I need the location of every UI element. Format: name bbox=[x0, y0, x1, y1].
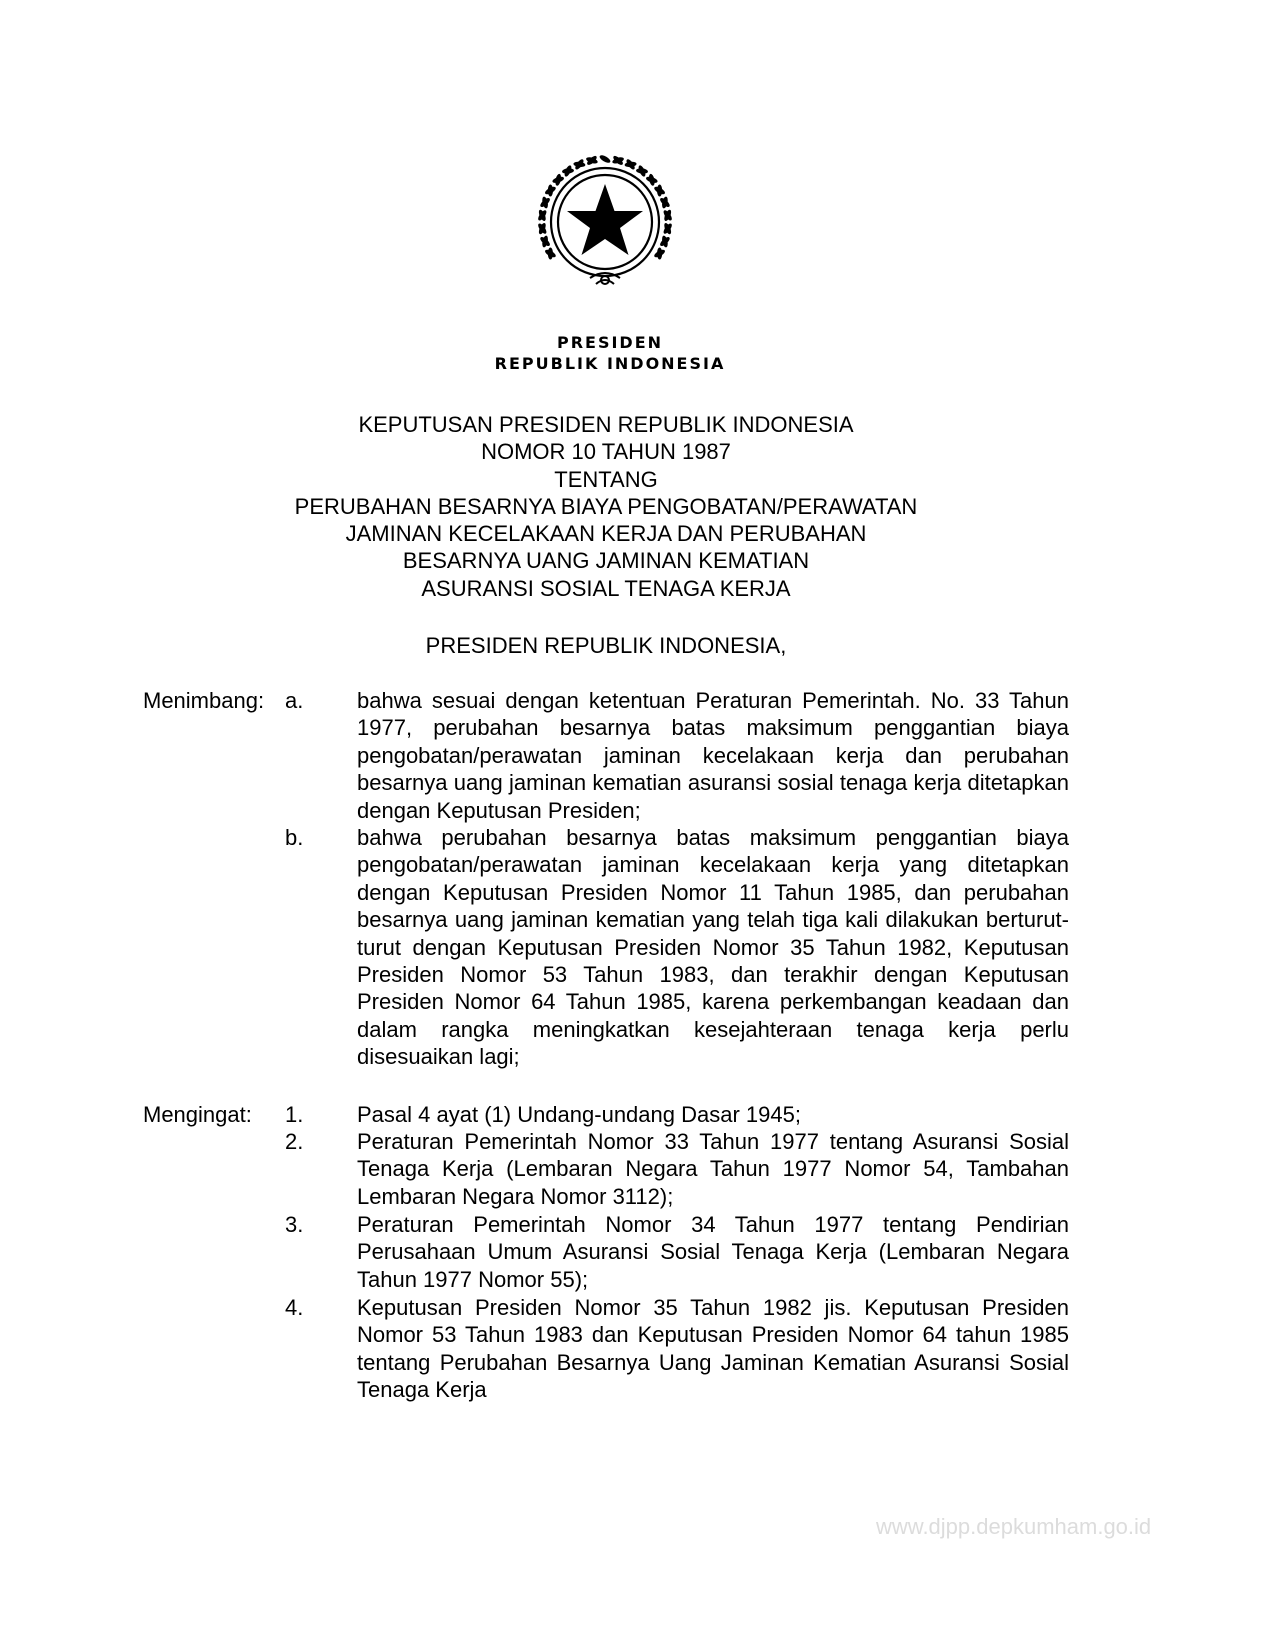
document-title bbox=[0, 411, 1212, 602]
title-line: NOMOR 10 TAHUN 1987 bbox=[481, 439, 731, 465]
legal-basis-item: Keputusan Presiden Nomor 35 Tahun 1982 jis. Keputusan Presiden Nomor 53 Tahun 1983 dan Keputusan Presiden Nomor 64 tahun 1985 tentang Perubahan Besarnya Uang Jaminan Kematian Asuransi Sosial Tenaga Kerja bbox=[357, 1295, 1069, 1403]
title-line: BESARNYA UANG JAMINAN KEMATIAN bbox=[402, 548, 810, 574]
presiden-heading: PRESIDEN REPUBLIK INDONESIA, bbox=[425, 633, 787, 658]
legal-basis-item: Pasal 4 ayat (1) Undang-undang Dasar 1945; bbox=[357, 1102, 801, 1127]
title-line: TENTANG bbox=[554, 466, 658, 492]
title-line: JAMINAN KECELAKAAN KERJA DAN PERUBAHAN bbox=[345, 521, 867, 547]
list-marker: 1. bbox=[285, 1102, 304, 1127]
title-line: PERUBAHAN BESARNYA BIAYA PENGOBATAN/PERAWATAN bbox=[294, 493, 918, 519]
title-line: ASURANSI SOSIAL TENAGA KERJA bbox=[421, 575, 791, 601]
title-line: KEPUTUSAN PRESIDEN REPUBLIK INDONESIA bbox=[358, 412, 854, 437]
presidential-seal-icon bbox=[530, 150, 680, 300]
mengingat-label: Mengingat: bbox=[143, 1102, 252, 1127]
list-marker: 4. bbox=[285, 1295, 304, 1320]
list-marker: 3. bbox=[285, 1212, 304, 1237]
legal-basis-item: Peraturan Pemerintah Nomor 33 Tahun 1977 tentang Asuransi Sosial Tenaga Kerja (Lembaran Negara Tahun 1977 Nomor 54, Tambahan Lembaran Negara Nomor 3112); bbox=[357, 1129, 1069, 1209]
wreath-leaf bbox=[548, 185, 553, 197]
consideration-paragraph: bahwa perubahan besarnya batas maksimum penggantian biaya pengobatan/perawatan jaminan kecelakaan kerja yang ditetapkan dengan Keputusan Presiden Nomor 11 Tahun 1985, dan perubahan besarnya uang jaminan kematian yang telah tiga kali dilakukan berturut-turut dengan Keputusan Presiden Nomor 35 Tahun 1982, Keputusan Presiden Nomor 53 Tahun 1983, dan terakhir dengan Keputusan Presiden Nomor 64 Tahun 1985, karena perkembangan keadaan dan dalam rangka meningkatkan kesejahteraan tenaga kerja perlu disesuaikan lagi; bbox=[357, 825, 1069, 1070]
legal-basis-item: Peraturan Pemerintah Nomor 34 Tahun 1977 tentang Pendirian Perusahaan Umum Asuransi Sosial Tenaga Kerja (Lembaran Negara Tahun 1977 Nomor 55); bbox=[357, 1212, 1069, 1292]
watermark: www.djpp.depkumham.go.id bbox=[876, 1514, 1152, 1539]
menimbang-label: Menimbang: bbox=[143, 688, 265, 713]
wreath-leaf bbox=[599, 154, 612, 165]
institution-name: PRESIDEN bbox=[556, 333, 664, 352]
list-marker: a. bbox=[285, 688, 304, 713]
list-marker: b. bbox=[285, 825, 304, 850]
institution-country: REPUBLIK INDONESIA bbox=[494, 354, 726, 373]
consideration-paragraph: bahwa sesuai dengan ketentuan Peraturan Pemerintah. No. 33 Tahun 1977, perubahan besarnya batas maksimum penggantian biaya pengobatan/perawatan jaminan kecelakaan kerja dan perubahan besarnya uang jaminan kematian asuransi sosial tenaga kerja ditetapkan dengan Keputusan Presiden; bbox=[357, 688, 1069, 823]
list-marker: 2. bbox=[285, 1129, 304, 1154]
wreath-leaf bbox=[657, 185, 662, 197]
